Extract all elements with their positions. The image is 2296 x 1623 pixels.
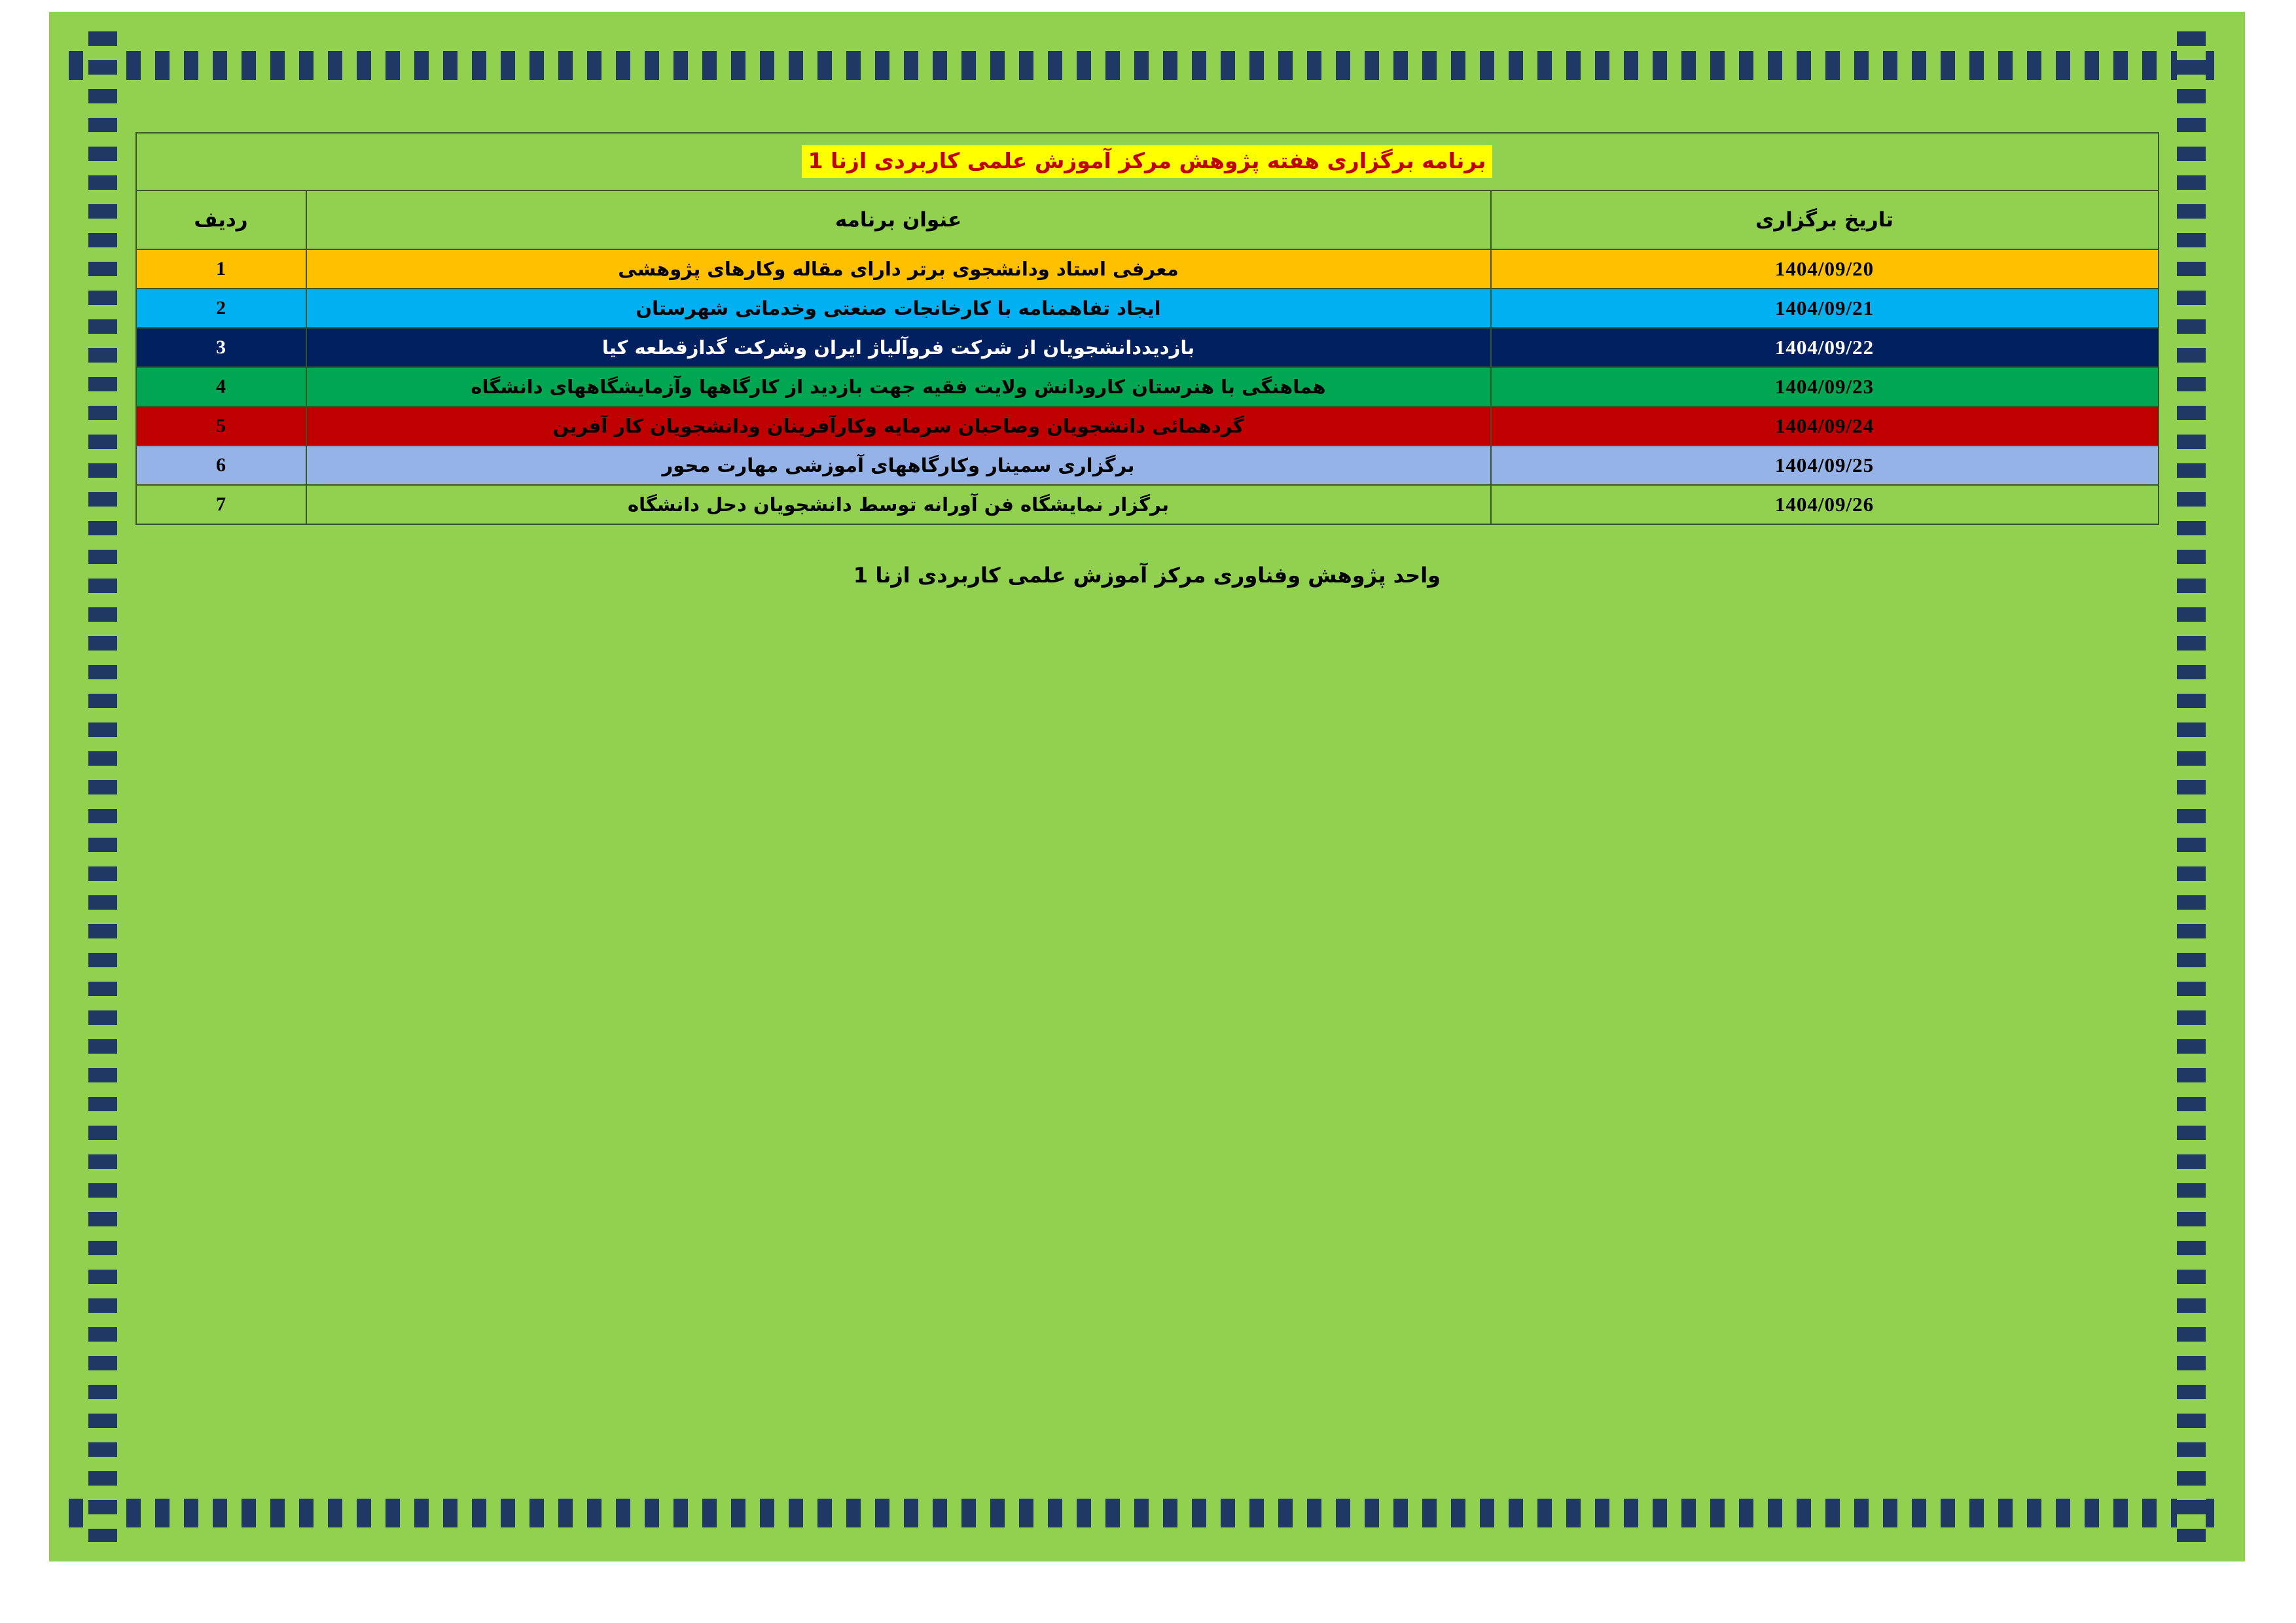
cell-date: 1404/09/25	[1491, 446, 2159, 485]
border-bottom	[69, 1499, 2225, 1527]
cell-index: 7	[136, 485, 306, 524]
cell-program: ایجاد تفاهمنامه با کارخانجات صنعتی وخدماتی شهرستان	[306, 289, 1491, 328]
border-left	[88, 31, 117, 1542]
poster-content	[128, 93, 2166, 1488]
cell-program: گردهمائی دانشجویان وصاحبان سرمایه وکارآفرینان ودانشجویان کار آفرین	[306, 406, 1491, 446]
table-row	[136, 328, 2159, 367]
cell-date: 1404/09/20	[1491, 249, 2159, 289]
table-row	[136, 289, 2159, 328]
cell-date: 1404/09/26	[1491, 485, 2159, 524]
table-row	[136, 446, 2159, 485]
cell-date: 1404/09/22	[1491, 328, 2159, 367]
table-row	[136, 485, 2159, 524]
footer-note: واحد پژوهش وفناوری مرکز آموزش علمی کاربردی ازنا 1	[853, 563, 1441, 588]
cell-date: 1404/09/23	[1491, 367, 2159, 406]
cell-date: 1404/09/24	[1491, 406, 2159, 446]
schedule-table	[135, 132, 2159, 525]
header-index: ردیف	[136, 190, 306, 249]
poster-title-cell	[136, 133, 2159, 190]
page-title: برنامه برگزاری هفته پژوهش مرکز آموزش علمی کاربردی ازنا 1	[802, 145, 1493, 178]
cell-index: 2	[136, 289, 306, 328]
cell-program: برگزاری سمینار وکارگاههای آموزشی مهارت محور	[306, 446, 1491, 485]
cell-program: برگزار نمایشگاه فن آورانه توسط دانشجویان دحل دانشگاه	[306, 485, 1491, 524]
cell-program: معرفی استاد ودانشجوی برتر دارای مقاله وکارهای پژوهشی	[306, 249, 1491, 289]
cell-index: 6	[136, 446, 306, 485]
header-date: تاریخ برگزاری	[1491, 190, 2159, 249]
cell-index: 1	[136, 249, 306, 289]
cell-index: 4	[136, 367, 306, 406]
border-top	[69, 51, 2225, 80]
cell-date: 1404/09/21	[1491, 289, 2159, 328]
header-program: عنوان برنامه	[306, 190, 1491, 249]
table-row	[136, 367, 2159, 406]
cell-program: هماهنگی با هنرستان کارودانش ولایت فقیه جهت بازدید از کارگاهها وآزمایشگاههای دانشگاه	[306, 367, 1491, 406]
table-row	[136, 406, 2159, 446]
poster-page	[49, 12, 2245, 1561]
border-right	[2177, 31, 2206, 1542]
cell-index: 5	[136, 406, 306, 446]
table-row	[136, 249, 2159, 289]
table-title-row	[136, 133, 2159, 190]
table-header-row	[136, 190, 2159, 249]
cell-program: بازدیددانشجویان از شرکت فروآلیاژ ایران وشرکت گدازقطعه کیا	[306, 328, 1491, 367]
cell-index: 3	[136, 328, 306, 367]
